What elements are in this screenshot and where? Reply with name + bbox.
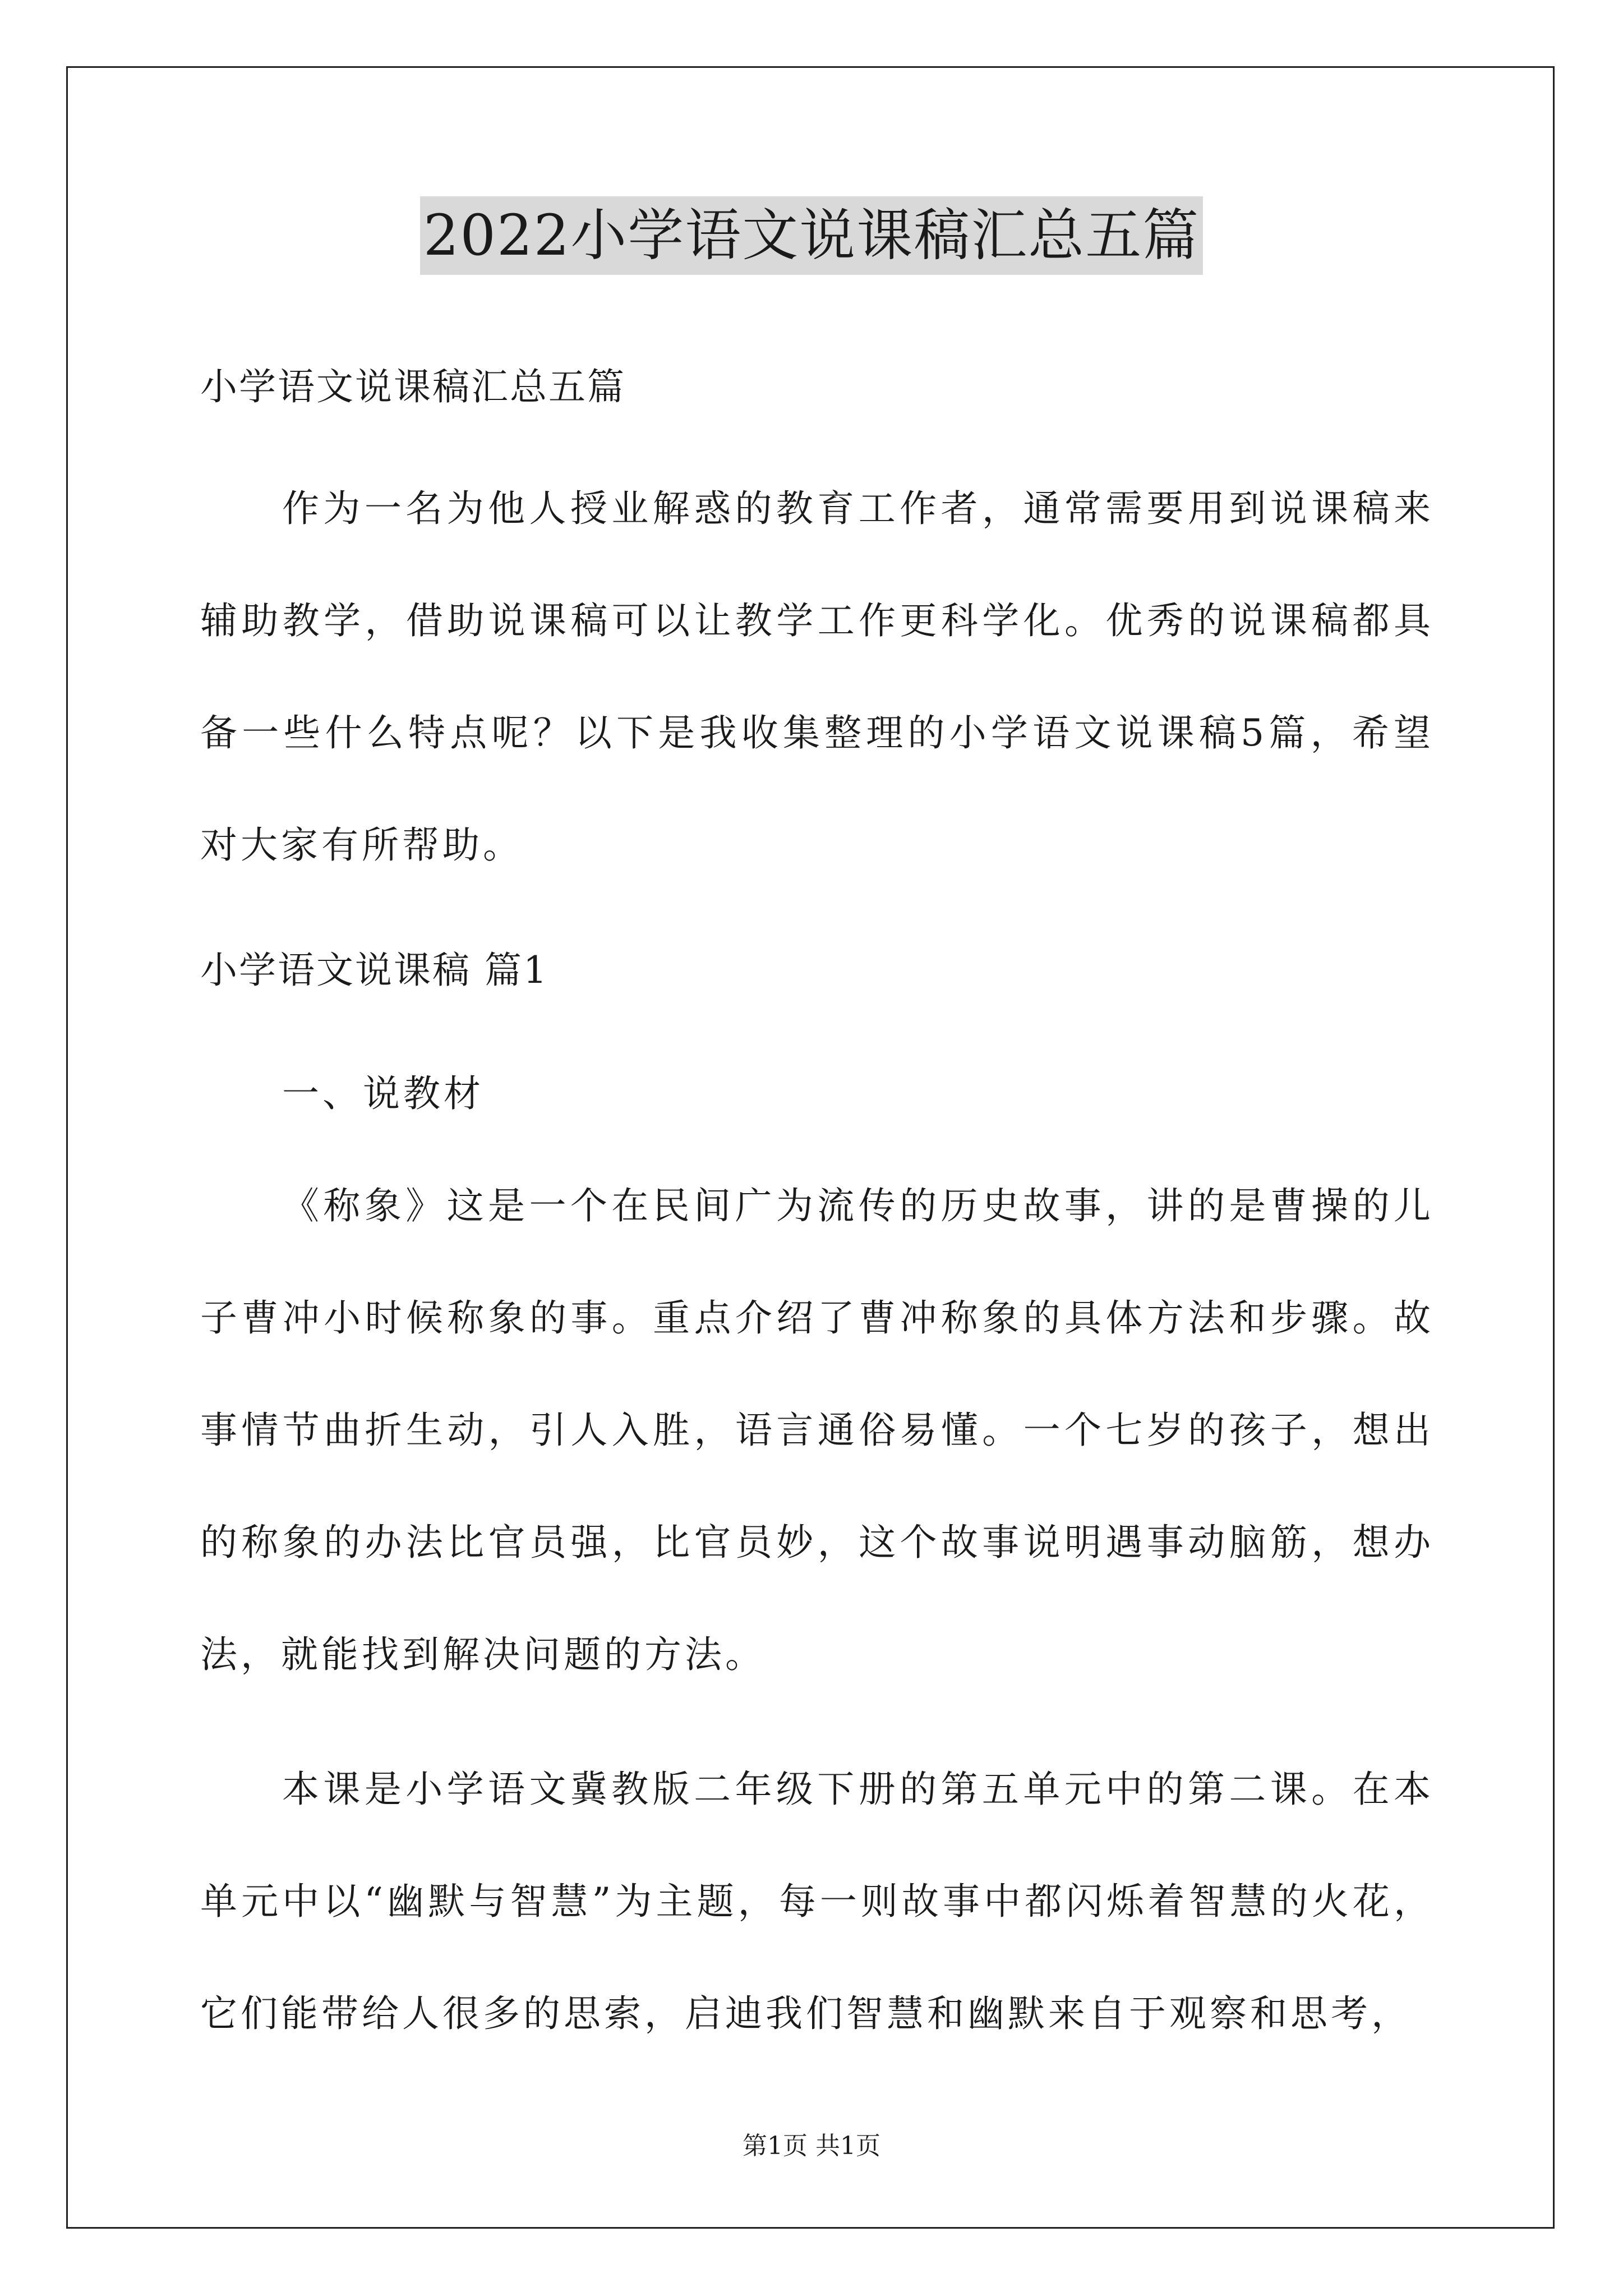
body-paragraph-1: 《称象》这是一个在民间广为流传的历史故事，讲的是曹操的儿子曹冲小时候称象的事。重点介绍了曹冲称象的具体方法和步骤。故事情节曲折生动，引人入胜，语言通俗易懂。一个七岁的孩子，想出的称象的办法比官员强，比官员妙，这个故事说明遇事动脑筋，想办法，就能找到解决问题的方法。 bbox=[200, 1184, 1434, 1676]
subsection-heading: 一、说教材 bbox=[282, 1072, 484, 1115]
section-heading: 小学语文说课稿 篇1 bbox=[200, 949, 548, 992]
page-footer: 第1页 共1页 bbox=[743, 2132, 880, 2160]
intro-paragraph: 作为一名为他人授业解惑的教育工作者，通常需要用到说课稿来辅助教学，借助说课稿可以让教学工作更科学化。优秀的说课稿都具备一些什么特点呢？以下是我收集整理的小学语文说课稿5篇，希望对大家有所帮助。 bbox=[200, 487, 1434, 867]
document-subtitle: 小学语文说课稿汇总五篇 bbox=[200, 365, 626, 408]
title-container bbox=[0, 196, 1623, 275]
body-paragraph-2: 本课是小学语文冀教版二年级下册的第五单元中的第二课。在本单元中以“幽默与智慧”为主题，每一则故事中都闪烁着智慧的火花，它们能带给人很多的思索，启迪我们智慧和幽默来自于观察和思考， bbox=[200, 1768, 1434, 2035]
document-title: 2022小学语文说课稿汇总五篇 bbox=[420, 196, 1204, 275]
